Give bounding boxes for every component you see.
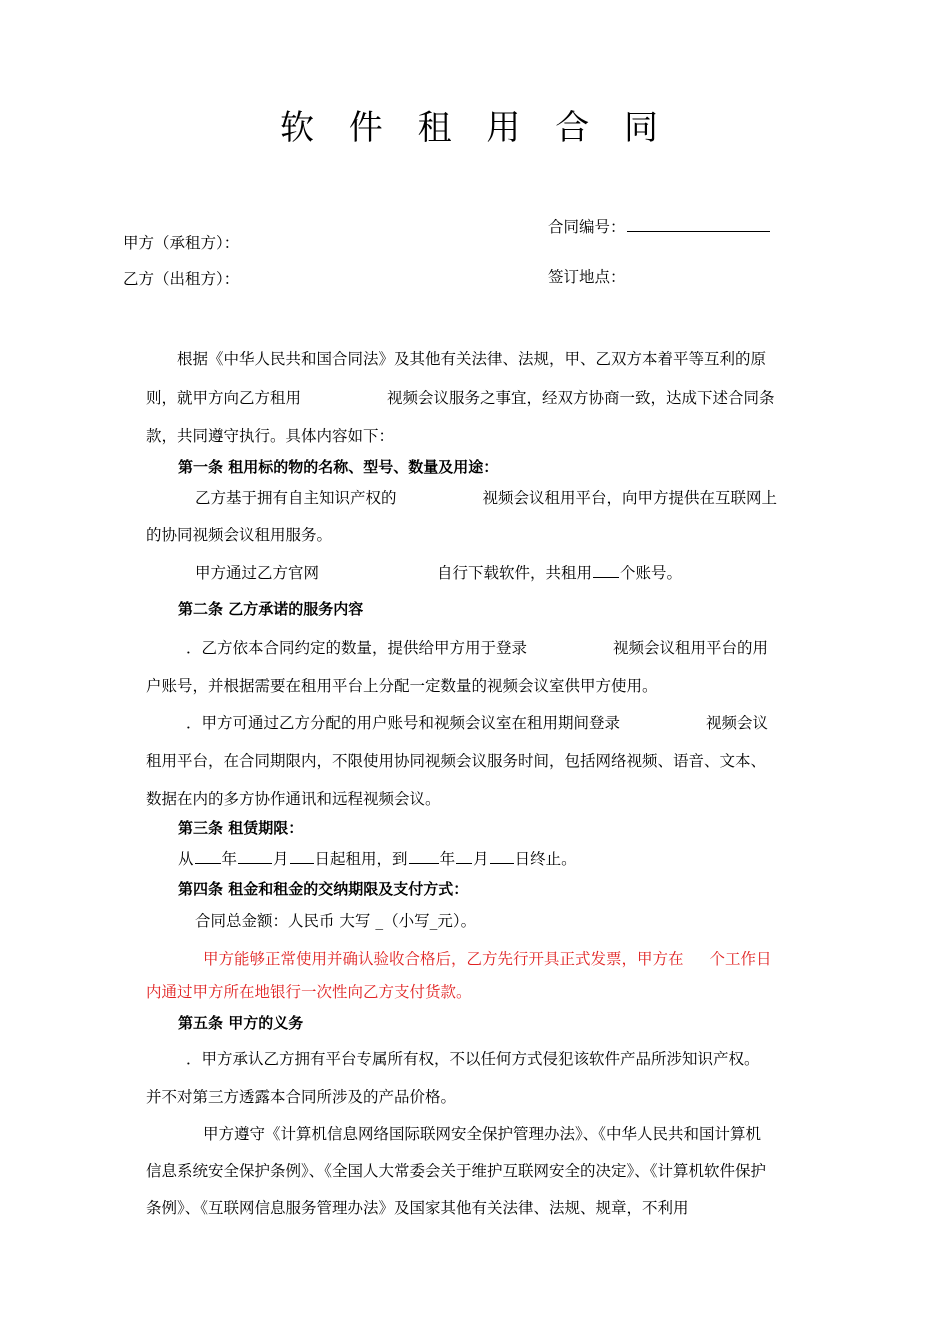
lease-term-line xyxy=(178,847,577,869)
article-1-para-1 xyxy=(195,486,777,508)
lease-term-month: 月 xyxy=(273,850,289,868)
article-5-item-2: 甲方遵守《计算机信息网络国际联网安全保护管理办法》、《中华人民共和国计算机 xyxy=(203,1125,762,1143)
lease-term-year: 年 xyxy=(221,850,238,868)
lease-term-year-2: 年 xyxy=(439,850,456,868)
start-month-blank xyxy=(238,849,272,864)
article-2-item-2-cont: 租用平台，在合同期限内，不限使用协同视频会议服务时间，包括网络视频、语音、文本、 xyxy=(146,752,767,770)
start-year-blank xyxy=(195,849,221,864)
party-a-label: 甲方（承租方）： xyxy=(123,234,240,252)
article-1-para-2-text: 甲方通过乙方官网 xyxy=(195,564,320,582)
sign-place-label: 签订地点： xyxy=(548,268,626,286)
article-1-para-2-text-c: 个账号。 xyxy=(620,564,683,582)
lease-term-end-day: 日终止。 xyxy=(514,850,577,868)
article-3-heading: 第三条 租赁期限： xyxy=(178,819,304,837)
article-4-heading: 第四条 租金和租金的交纳期限及支付方式： xyxy=(178,880,469,898)
lease-term-month-2: 月 xyxy=(473,850,489,868)
intro-line-2 xyxy=(146,386,775,408)
end-day-blank xyxy=(490,849,514,864)
article-2-item-1 xyxy=(186,636,768,658)
intro-line-3: 款，共同遵守执行。具体内容如下： xyxy=(146,427,395,445)
article-2-heading: 第二条 乙方承诺的服务内容 xyxy=(178,600,364,618)
article-5-item-2-cont: 信息系统安全保护条例》、《全国人大常委会关于维护互联网安全的决定》、《计算机软件保护 xyxy=(146,1162,767,1180)
article-2-item-2-text: ．甲方可通过乙方分配的用户账号和视频会议室在租用期间登录 xyxy=(186,714,621,732)
article-5-item-1: ．甲方承认乙方拥有平台专属所有权，不以任何方式侵犯该软件产品所涉知识产权。 xyxy=(186,1050,760,1068)
article-1-para-2 xyxy=(195,561,682,583)
page-title: 软 件 租 用 合 同 xyxy=(279,108,671,148)
payment-terms-line-1 xyxy=(203,947,772,969)
contract-number-blank xyxy=(627,217,770,232)
lease-term-from: 从 xyxy=(178,850,194,868)
contract-number-field xyxy=(548,215,771,237)
end-year-blank xyxy=(409,849,439,864)
article-5-item-1-cont: 并不对第三方透露本合同所涉及的产品价格。 xyxy=(146,1088,457,1106)
article-1-para-1-cont: 的协同视频会议租用服务。 xyxy=(146,526,333,544)
article-2-item-2-text-b: 视频会议 xyxy=(706,714,769,732)
article-2-item-2 xyxy=(186,711,768,733)
article-2-item-1-text: ．乙方依本合同约定的数量，提供给甲方用于登录 xyxy=(186,639,528,657)
payment-terms-text-b: 个工作日 xyxy=(709,950,772,968)
article-2-item-1-cont: 户账号，并根据需要在租用平台上分配一定数量的视频会议室供甲方使用。 xyxy=(146,677,658,695)
lease-term-start-day: 日起租用，到 xyxy=(314,850,408,868)
article-1-para-1-text: 乙方基于拥有自主知识产权的 xyxy=(195,489,397,507)
intro-line-1: 根据《中华人民共和国合同法》及其他有关法律、法规，甲、乙双方本着平等互利的原 xyxy=(177,350,767,368)
article-2-item-1-text-b: 视频会议租用平台的用 xyxy=(613,639,769,657)
article-2-item-2-cont-2: 数据在内的多方协作通讯和远程视频会议。 xyxy=(146,790,441,808)
intro-line-2-text-b: 视频会议服务之事宜，经双方协商一致，达成下述合同条 xyxy=(387,389,775,407)
article-5-item-2-cont-2: 条例》、《互联网信息服务管理办法》及国家其他有关法律、法规、规章，不利用 xyxy=(146,1199,689,1217)
party-b-label: 乙方（出租方）： xyxy=(123,270,240,288)
account-count-blank xyxy=(593,563,619,578)
article-1-heading: 第一条 租用标的物的名称、型号、数量及用途： xyxy=(178,458,499,476)
contract-number-label: 合同编号： xyxy=(548,218,626,236)
article-1-para-2-text-b: 自行下载软件，共租用 xyxy=(437,564,593,582)
article-1-para-1-text-b: 视频会议租用平台，向甲方提供在互联网上 xyxy=(482,489,778,507)
article-5-heading: 第五条 甲方的义务 xyxy=(178,1014,304,1032)
end-month-blank xyxy=(456,849,472,864)
payment-terms-line-2: 内通过甲方所在地银行一次性向乙方支付货款。 xyxy=(146,983,472,1001)
payment-terms-text: 甲方能够正常使用并确认验收合格后，乙方先行开具正式发票，甲方在 xyxy=(203,950,684,968)
start-day-blank xyxy=(290,849,314,864)
total-amount-line: 合同总金额：人民币 大写 _（小写_元）。 xyxy=(195,912,477,930)
intro-line-2-text: 则，就甲方向乙方租用 xyxy=(146,389,302,407)
